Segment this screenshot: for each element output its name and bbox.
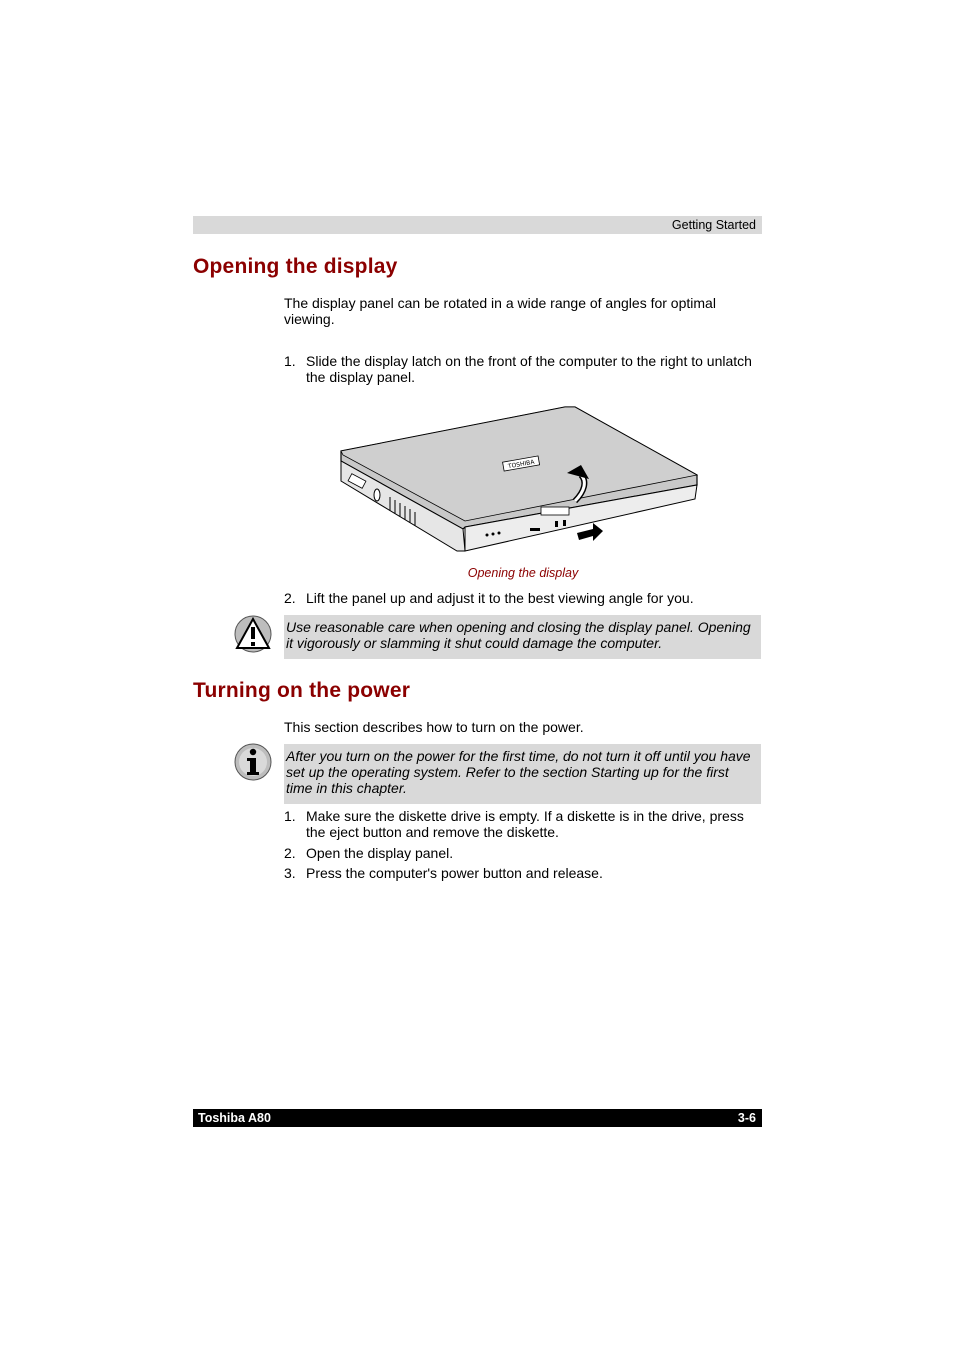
info-icon — [233, 742, 273, 782]
footer-product-name: Toshiba A80 — [198, 1111, 271, 1125]
page-header — [193, 216, 762, 234]
figure-caption: Opening the display — [467, 566, 579, 580]
laptop-brand-label: TOSHIBA — [507, 458, 536, 471]
footer-page-number: 3-6 — [737, 1111, 756, 1125]
header-section-title: Getting Started — [671, 218, 756, 232]
page-footer — [193, 1109, 762, 1127]
info-note: After you turn on the power for the first time, do not turn it off until you have set up the operating system. Refer to the section Starting up for the first time in this chapter. — [284, 744, 761, 804]
section1-intro: The display panel can be rotated in a wide range of angles for optimal viewing. — [284, 295, 716, 327]
laptop-illustration — [335, 403, 703, 555]
caution-note: Use reasonable care when opening and closing the display panel. Opening it vigorously or slamming it shut could damage the computer. — [284, 615, 761, 659]
warning-triangle-icon — [233, 614, 273, 654]
section-title-opening-display: Opening the display — [193, 255, 398, 278]
section2-intro: This section describes how to turn on the power. — [284, 719, 584, 735]
section-title-turning-on-power: Turning on the power — [193, 679, 411, 702]
